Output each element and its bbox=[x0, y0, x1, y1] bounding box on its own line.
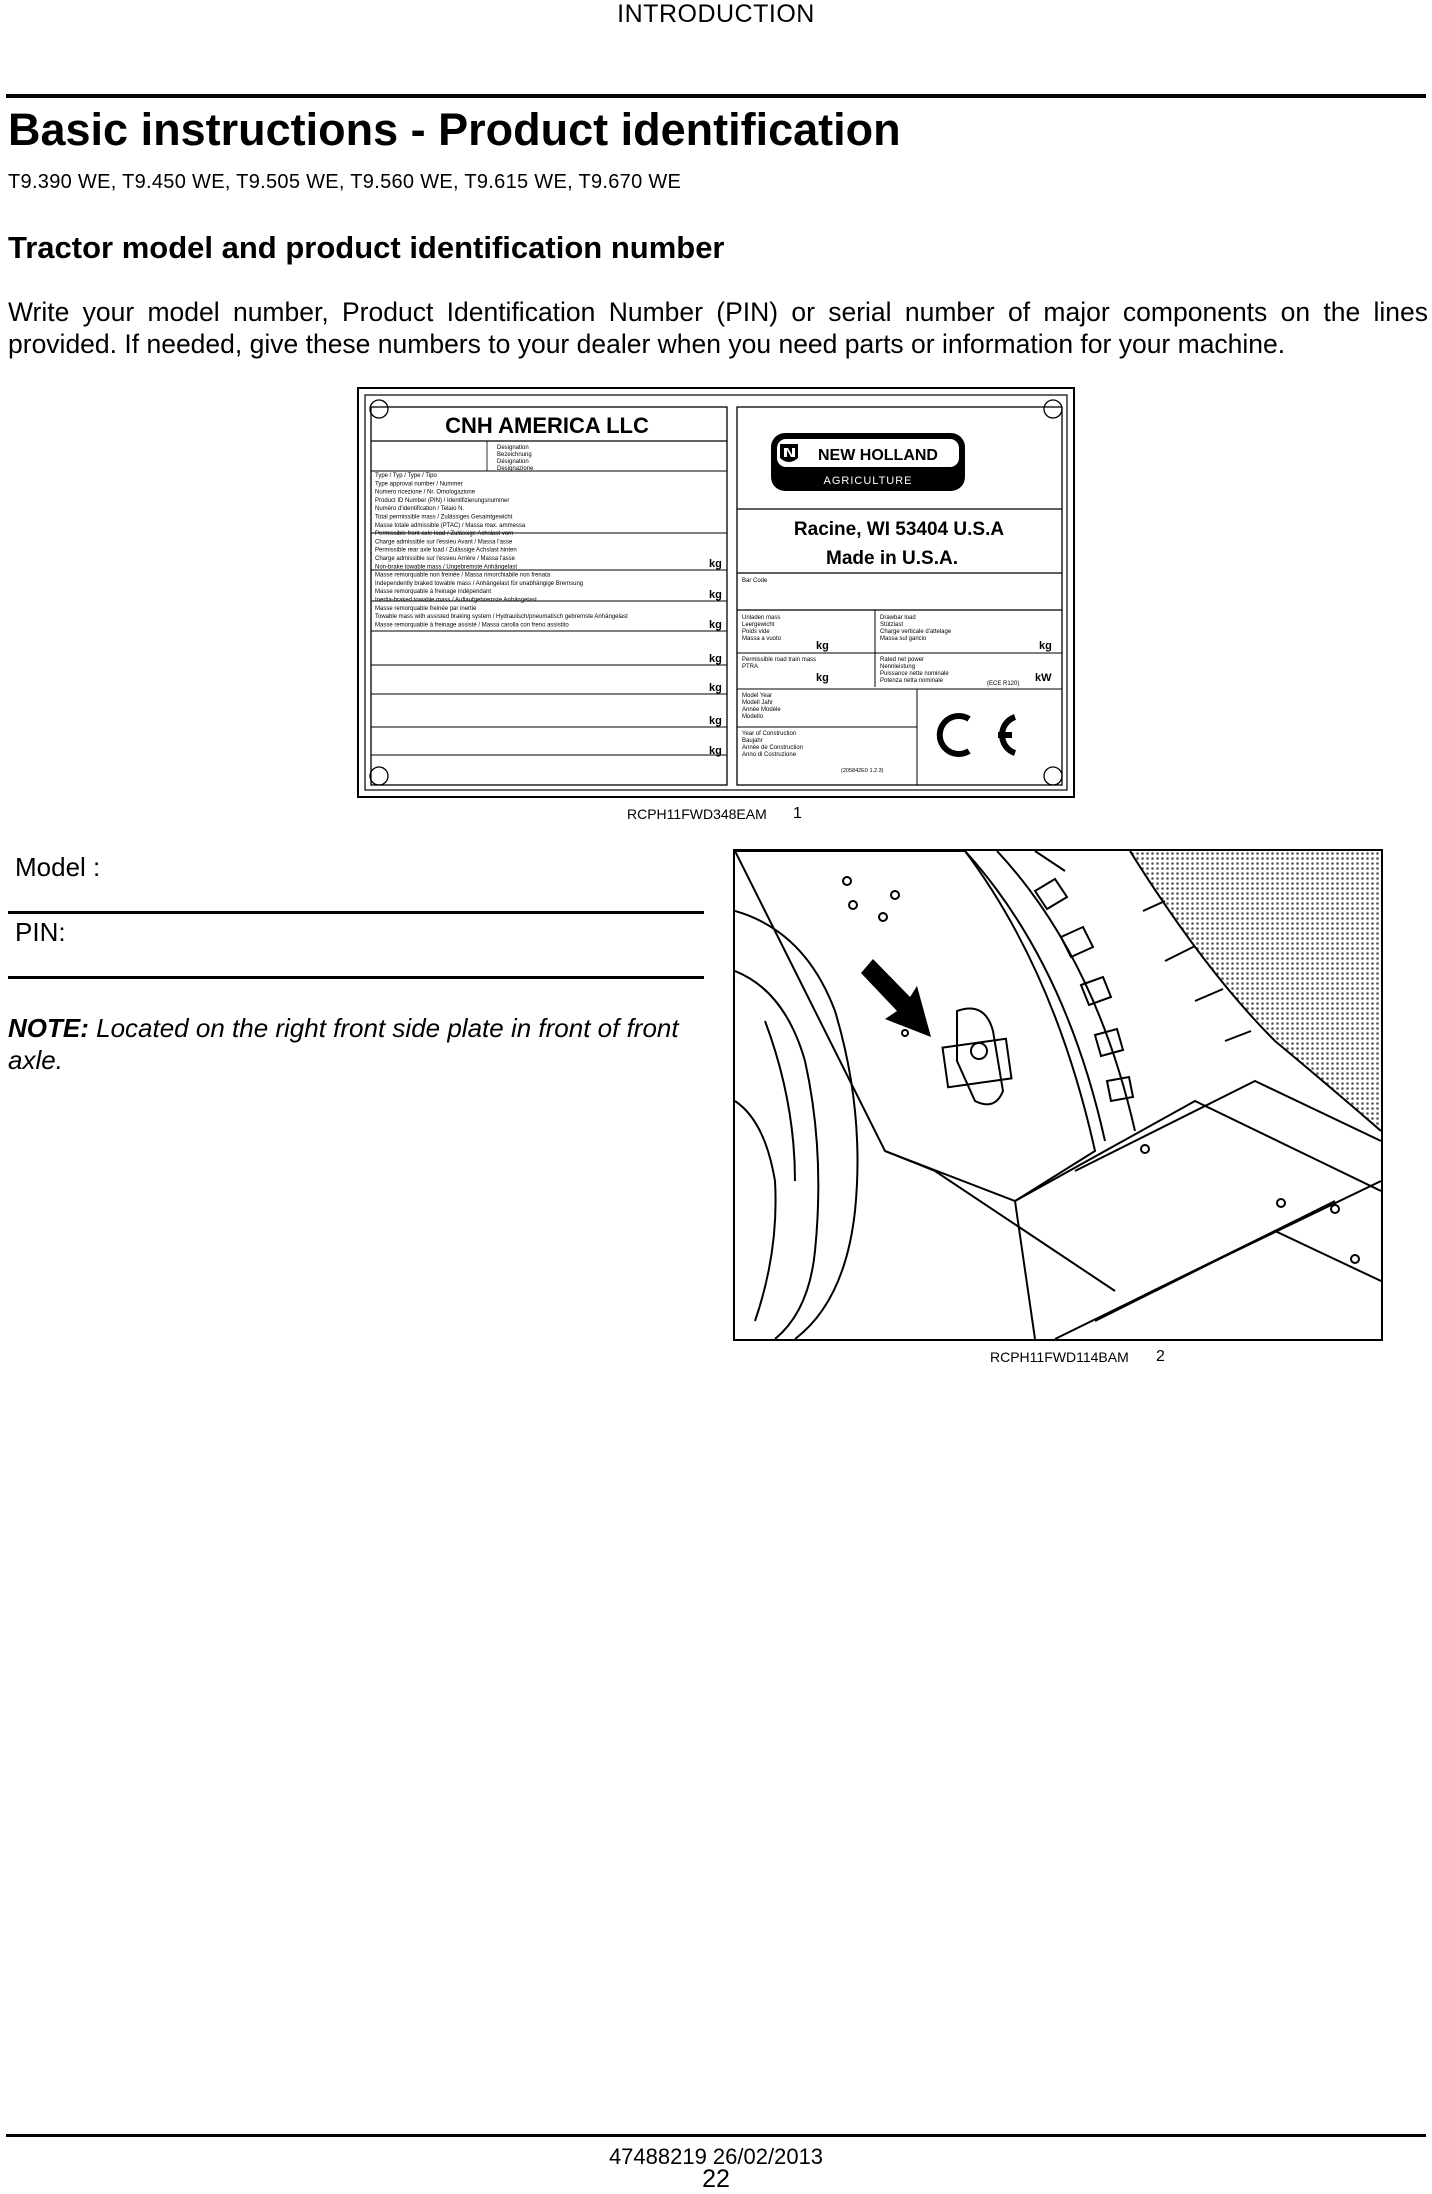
plate-location-drawing bbox=[733, 849, 1383, 1341]
plate-text-line: Masse totale admissible (PTAC) / Massa max. ammessa bbox=[375, 522, 526, 529]
plate-text-line: Non-brake towable mass / Ungebremste Anhängelast bbox=[375, 564, 518, 571]
plate-text-line: Drawbar load bbox=[880, 615, 916, 621]
footer-rule bbox=[6, 2134, 1426, 2137]
running-header: INTRODUCTION bbox=[617, 0, 815, 28]
plate-unit-kg: kg bbox=[709, 589, 722, 601]
figure-1-code: RCPH11FWD348EAM bbox=[627, 806, 767, 822]
pin-write-line bbox=[8, 976, 704, 979]
plate-text-line: Leergewicht bbox=[742, 622, 775, 628]
figure-2-code: RCPH11FWD114BAM bbox=[990, 1349, 1129, 1365]
plate-unit-kg: kg bbox=[709, 653, 722, 665]
plate-text-line: Masse remorquable à freinage assisté / Massa carolla con freno assistito bbox=[375, 622, 569, 629]
svg-text:kg: kg bbox=[816, 672, 829, 684]
plate-text-line: Année de Construction bbox=[742, 745, 804, 751]
plate-code: (205842E0 1.2.3) bbox=[841, 768, 884, 774]
plate-text-line: Year of Construction bbox=[742, 731, 797, 737]
plate-unit-kg: kg bbox=[709, 619, 722, 631]
plate-brand: NEW HOLLAND bbox=[818, 447, 938, 464]
plate-text-line: Designation bbox=[497, 445, 529, 451]
plate-text-line: Baujahr bbox=[742, 738, 763, 744]
plate-text-line: Total permissible mass / Zulässiges Gesamtgewicht bbox=[375, 514, 513, 521]
plate-text-line: Anno di Costruzione bbox=[742, 752, 797, 758]
plate-text-line: Type approval number / Nummer bbox=[375, 481, 463, 488]
svg-text:kg: kg bbox=[816, 640, 829, 652]
plate-text-line: Charge verticale d'attelage bbox=[880, 629, 952, 635]
plate-address: Racine, WI 53404 U.S.A bbox=[793, 519, 1005, 540]
plate-company: CNH AMERICA LLC bbox=[445, 413, 649, 438]
plate-text-line: Designazione bbox=[497, 466, 534, 472]
plate-text-line: Permissible rear axle load / Zulässige Achslast hinten bbox=[375, 547, 517, 554]
plate-text-line: Numero ricezione / Nr. Omologazione bbox=[375, 489, 476, 496]
new-holland-logo bbox=[771, 433, 965, 491]
page-title: Basic instructions - Product identification bbox=[8, 104, 901, 155]
plate-text-line: Model Year bbox=[742, 693, 773, 699]
plate-text-line: Nennleistung bbox=[880, 664, 916, 670]
plate-text-line: Charge admissible sur l'essieu Avant / Massa l'asse bbox=[375, 539, 513, 546]
plate-text-line: Product ID Number (PIN) / Identifizierungsnummer bbox=[375, 497, 510, 504]
plate-text-line: Poids vide bbox=[742, 629, 770, 635]
plate-text-line: Puissance nette nominale bbox=[880, 671, 949, 677]
section-heading: Tractor model and product identification number bbox=[8, 230, 725, 265]
figure-1-number: 1 bbox=[793, 805, 802, 822]
svg-text:kg: kg bbox=[1039, 640, 1052, 652]
plate-text-line: Désignation bbox=[497, 459, 529, 465]
plate-text-line: Masse remorquable non freinée / Massa rimorchiabile non frenata bbox=[375, 572, 551, 579]
svg-text:kW: kW bbox=[1035, 672, 1052, 684]
page-number: 22 bbox=[702, 2165, 730, 2193]
model-list: T9.390 WE, T9.450 WE, T9.505 WE, T9.560 WE, T9.615 WE, T9.670 WE bbox=[8, 171, 682, 193]
plate-text-line: Bezeichnung bbox=[497, 452, 532, 458]
plate-text-line: Masse remorquable à freinage indépendant bbox=[375, 589, 492, 596]
plate-unit-kg: kg bbox=[709, 715, 722, 727]
plate-text-line: Modello bbox=[742, 714, 764, 720]
plate-text-line: Rated net power bbox=[880, 657, 925, 663]
header-rule bbox=[6, 94, 1426, 98]
plate-text-line: Independently braked towable mass / Anhängelast für unabhängige Bremsung bbox=[375, 580, 584, 587]
plate-text-line: Charge admissible sur l'essieu Arrière / Massa l'asse bbox=[375, 556, 516, 562]
section-paragraph: Write your model number, Product Identification Number (PIN) or serial number of major components on the lines provided. If needed, give these numbers to your dealer when you need parts or information for your machine. bbox=[8, 297, 1428, 359]
plate-text-line: Type / Typ / Type / Tipo bbox=[375, 473, 437, 479]
plate-text-line: Stützlast bbox=[880, 622, 904, 628]
plate-text-line: Année Modèle bbox=[742, 707, 781, 713]
plate-unit-kg: kg bbox=[709, 745, 722, 757]
note-text: Located on the right front side plate in front of front axle. bbox=[8, 1013, 679, 1075]
plate-ece: (ECE R120) bbox=[987, 681, 1020, 687]
model-write-line bbox=[8, 911, 704, 914]
plate-text-line: Inertia-braked towable mass / Auflaufgebremste Anhängelast bbox=[375, 597, 537, 604]
note bbox=[8, 1012, 708, 1076]
document-number: 47488219 26/02/2013 bbox=[608, 2144, 824, 2169]
plate-unit-kg: kg bbox=[709, 682, 722, 694]
plate-text-line: Masse remorquable freinée par inertie bbox=[375, 605, 477, 612]
identification-plate-figure bbox=[357, 387, 1075, 798]
plate-text-line: Massa sul gancio bbox=[880, 636, 927, 642]
figure-2-number: 2 bbox=[1156, 1348, 1165, 1365]
plate-text-line: Potenza netta nominale bbox=[880, 678, 944, 684]
model-field-label: Model : bbox=[15, 852, 101, 882]
plate-made-in: Made in U.S.A. bbox=[826, 548, 958, 569]
plate-text-line: Towable mass with assisted braking system / Hydraulisch/pneumatisch gebremste Anhängelast bbox=[375, 614, 628, 621]
note-label: NOTE: bbox=[8, 1013, 89, 1043]
plate-brand-sub: AGRICULTURE bbox=[823, 475, 913, 487]
plate-text-line: Massa a vuoto bbox=[742, 636, 782, 642]
plate-text-line: Modell Jahr bbox=[742, 700, 774, 706]
plate-text-line: Permissible road train mass bbox=[742, 657, 817, 663]
pin-field-label: PIN: bbox=[15, 917, 66, 947]
plate-text-line: Unladen mass bbox=[742, 615, 781, 621]
plate-text-line: PTRA bbox=[742, 664, 759, 670]
plate-unit-kg: kg bbox=[709, 558, 722, 570]
plate-text-line: Numéro d'identification / Telaio N. bbox=[375, 506, 465, 513]
plate-text-line: Permissible front axle load / Zulässige Achslast vorn bbox=[375, 531, 514, 538]
plate-bar-code: Bar Code bbox=[742, 578, 768, 584]
